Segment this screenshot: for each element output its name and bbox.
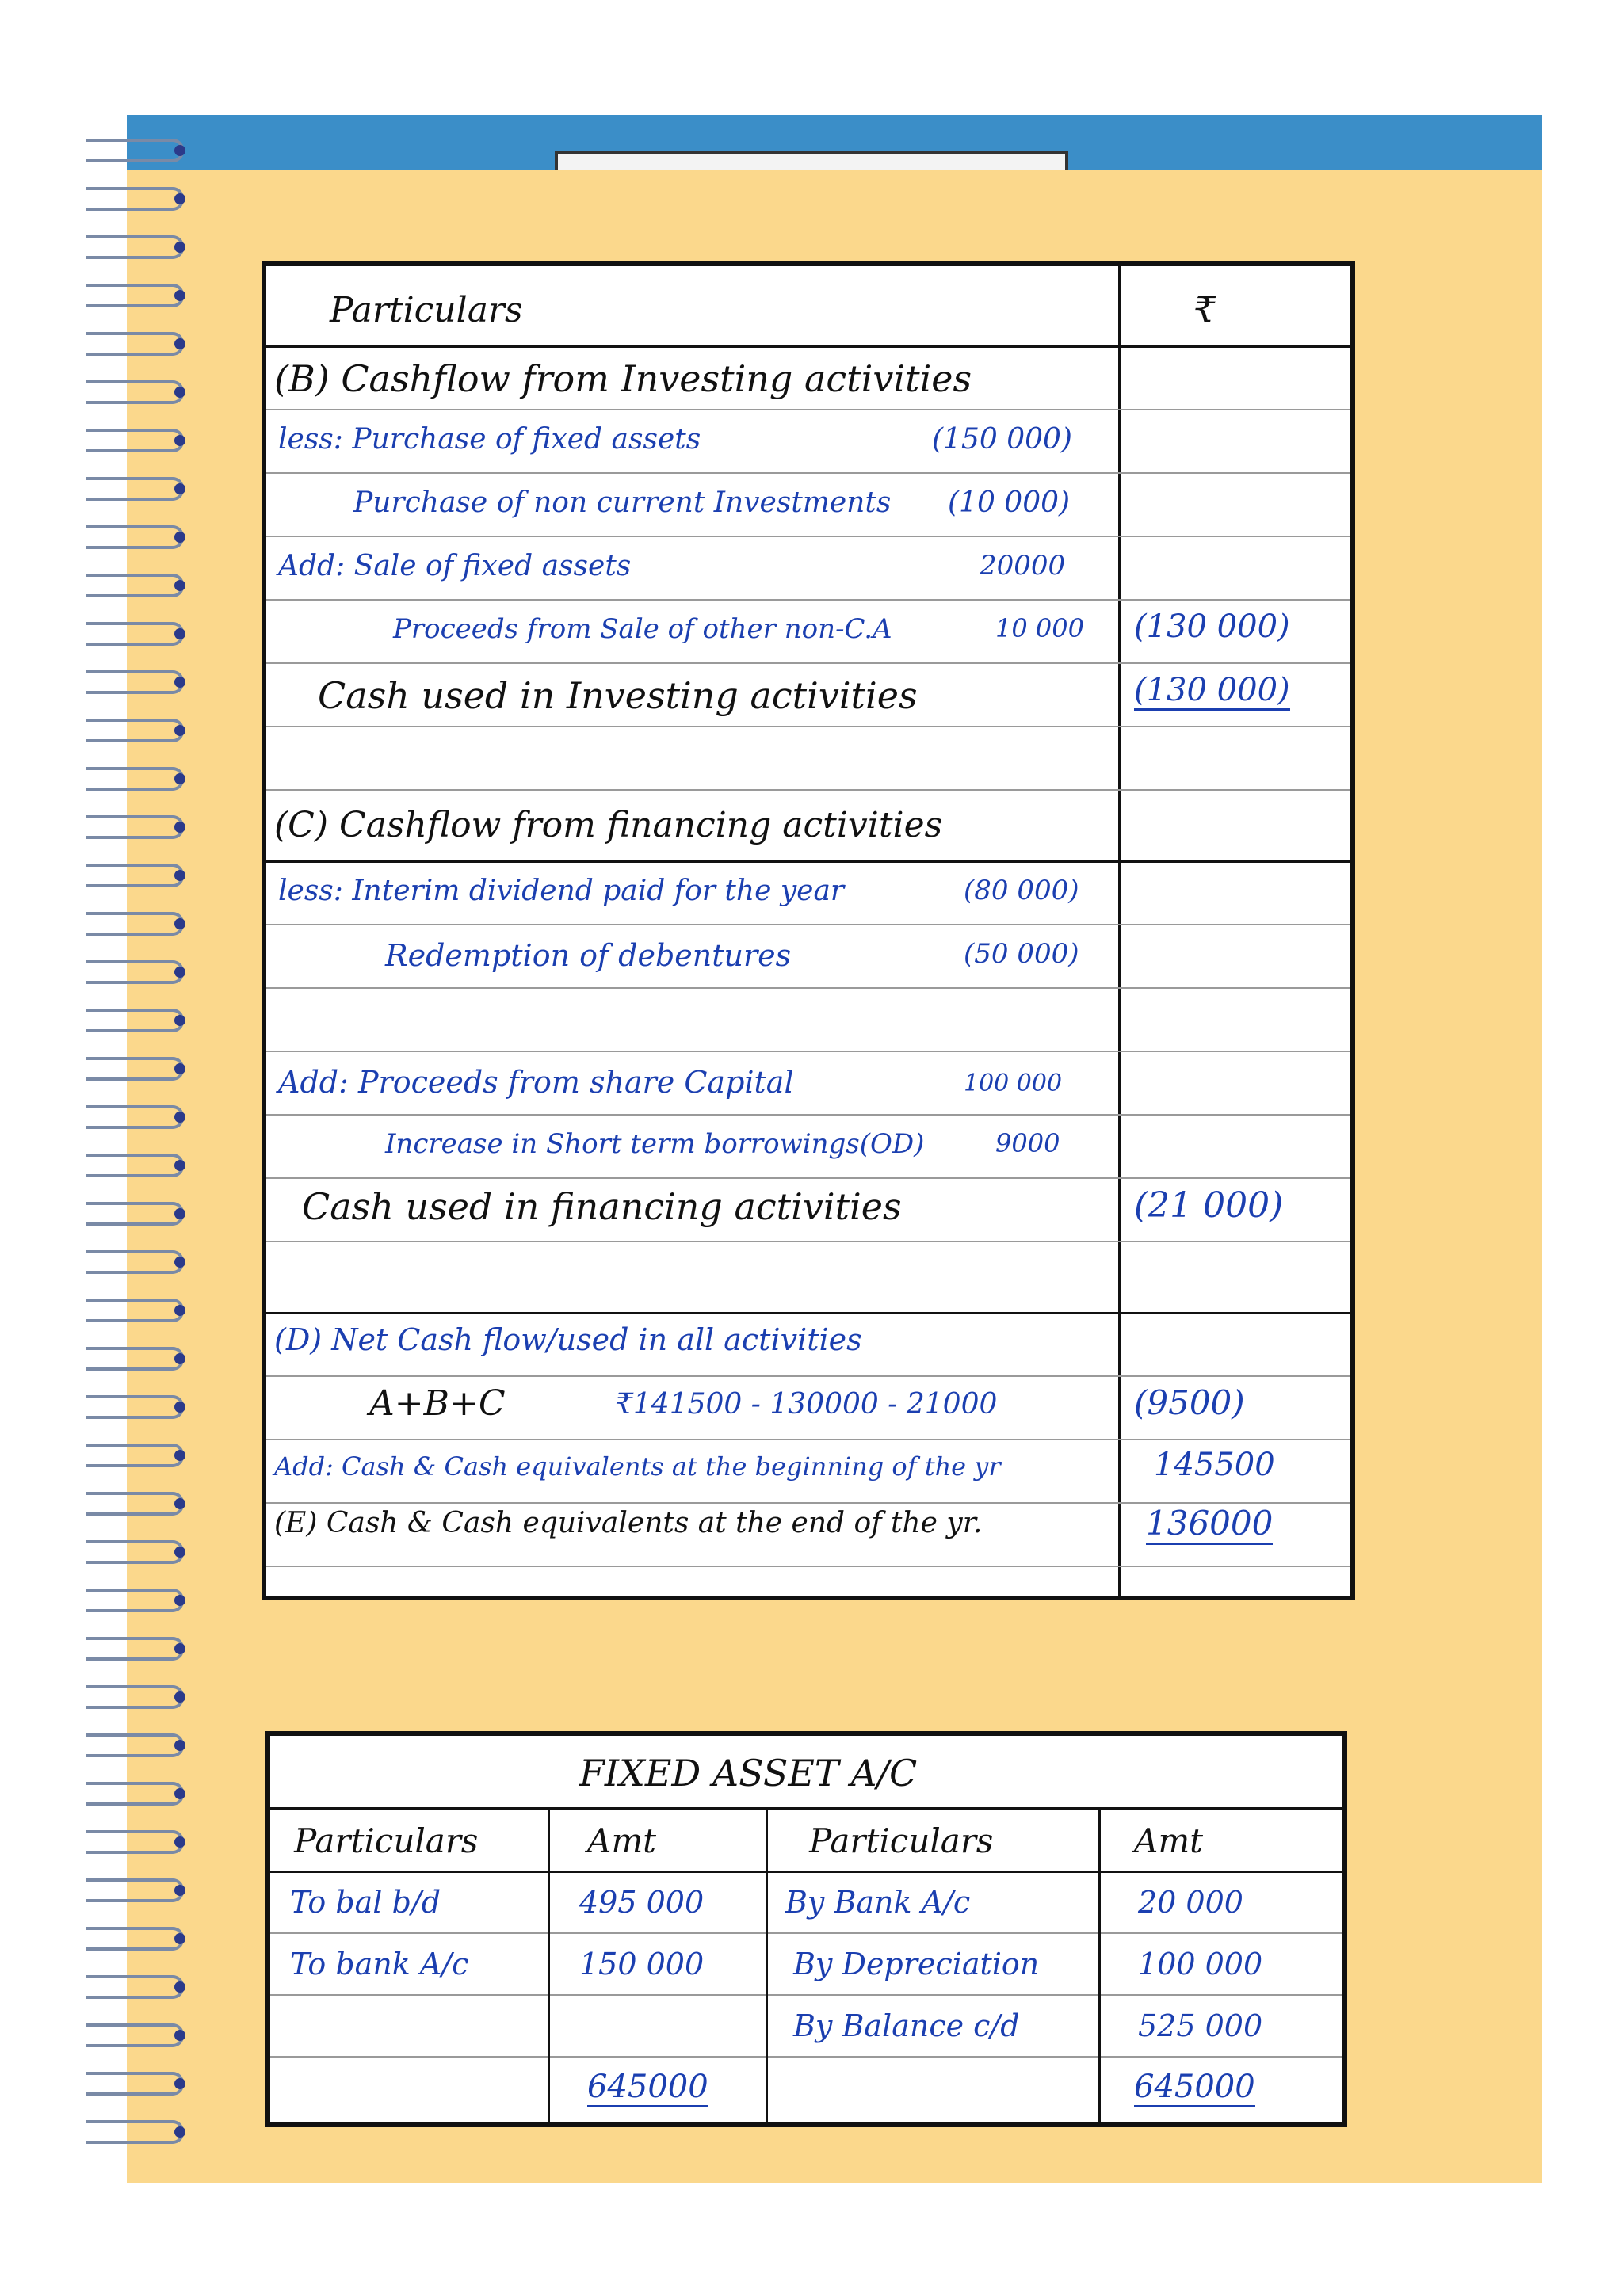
account-title: FIXED ASSET A/C: [579, 1752, 918, 1794]
section-c-result-total: (21 000): [1134, 1185, 1284, 1226]
section-b-result-total: (130 000): [1134, 672, 1290, 711]
section-b-line-2-amount: (10 000): [948, 486, 1071, 519]
section-b-line-2: Purchase of non current Investments: [353, 486, 892, 519]
spiral-ring: [86, 1250, 184, 1274]
spiral-ring: [86, 815, 184, 839]
spiral-ring: [86, 864, 184, 887]
spiral-ring: [86, 1154, 184, 1177]
section-c-line-3: Add: Proceeds from share Capital: [278, 1065, 794, 1100]
spiral-ring: [86, 380, 184, 404]
spiral-ring: [86, 1685, 184, 1709]
spiral-ring: [86, 1492, 184, 1516]
row-2-amount-cr: 100 000: [1138, 1947, 1263, 1981]
header-particulars-cr: Particulars: [809, 1821, 994, 1860]
section-e-label: (E) Cash & Cash equivalents at the end of the yr.: [274, 1507, 983, 1539]
row-1-particulars-cr: By Bank A/c: [785, 1885, 971, 1920]
section-b-title: (B) Cashflow from Investing activities: [274, 357, 972, 400]
header-particulars-dr: Particulars: [294, 1821, 479, 1860]
total-dr: 645000: [587, 2069, 708, 2107]
spiral-ring: [86, 719, 184, 742]
spiral-ring: [86, 2120, 184, 2144]
section-c-line-2-amount: (50 000): [964, 938, 1079, 970]
section-d-add-label: Add: Cash & Cash equivalents at the beginning of the yr: [274, 1451, 1001, 1482]
spiral-binding: [79, 115, 127, 2183]
spiral-ring: [86, 1927, 184, 1951]
total-cr: 645000: [1134, 2069, 1255, 2107]
spiral-ring: [86, 1057, 184, 1081]
spiral-ring: [86, 1637, 184, 1661]
row-2-particulars-cr: By Depreciation: [793, 1947, 1040, 1981]
spiral-ring: [86, 2072, 184, 2096]
section-b-subtotal: (130 000): [1134, 608, 1290, 645]
section-d-title: (D) Net Cash flow/used in all activities: [274, 1322, 862, 1357]
section-d-add-total: 145500: [1154, 1447, 1275, 1483]
spiral-ring: [86, 1830, 184, 1854]
spiral-ring: [86, 1444, 184, 1467]
header-amount-dr: Amt: [587, 1821, 657, 1860]
section-c-title: (C) Cashflow from financing activities: [274, 805, 943, 845]
spiral-ring: [86, 1395, 184, 1419]
row-1-amount-cr: 20 000: [1138, 1885, 1243, 1920]
section-e-total: 136000: [1146, 1504, 1273, 1545]
spiral-ring: [86, 670, 184, 694]
col-divider-2: [766, 1807, 768, 2122]
section-d-formula: A+B+C: [369, 1383, 506, 1424]
header-amount-symbol: ₹: [1193, 290, 1216, 330]
row-3-amount-cr: 525 000: [1138, 2008, 1263, 2043]
section-c-line-3-amount: 100 000: [964, 1070, 1063, 1097]
section-b-line-3: Add: Sale of fixed assets: [278, 550, 632, 582]
spiral-ring: [86, 1782, 184, 1806]
spiral-ring: [86, 2023, 184, 2047]
spiral-ring: [86, 912, 184, 936]
section-d-calc-total: (9500): [1134, 1383, 1245, 1422]
spiral-ring: [86, 235, 184, 259]
spiral-ring: [86, 1878, 184, 1902]
section-c-result-label: Cash used in financing activities: [302, 1185, 902, 1228]
row-2-amount-dr: 150 000: [579, 1947, 705, 1981]
section-b-line-4-amount: 10 000: [995, 613, 1084, 643]
row-3-particulars-cr: By Balance c/d: [793, 2008, 1020, 2043]
spiral-ring: [86, 1347, 184, 1371]
col-divider-1: [548, 1807, 550, 2122]
spiral-ring: [86, 477, 184, 501]
spiral-ring: [86, 1202, 184, 1226]
header-particulars: Particulars: [330, 290, 523, 330]
section-b-line-3-amount: 20000: [980, 550, 1066, 582]
fixed-asset-account: [265, 1731, 1347, 2127]
spiral-ring: [86, 767, 184, 791]
spiral-ring: [86, 1299, 184, 1322]
section-b-line-1: less: Purchase of fixed assets: [278, 423, 701, 456]
col-divider-3: [1098, 1807, 1101, 2122]
spiral-ring: [86, 574, 184, 597]
section-c-line-2: Redemption of debentures: [385, 938, 792, 973]
cash-flow-sheet: [262, 261, 1355, 1600]
header-amount-cr: Amt: [1134, 1821, 1204, 1860]
section-b-line-1-amount: (150 000): [932, 423, 1072, 456]
section-b-result-label: Cash used in Investing activities: [318, 674, 918, 717]
spiral-ring: [86, 187, 184, 211]
section-d-calc: ₹141500 - 130000 - 21000: [615, 1388, 998, 1421]
section-c-line-4-amount: 9000: [995, 1128, 1060, 1158]
spiral-ring: [86, 284, 184, 307]
spiral-ring: [86, 1105, 184, 1129]
spiral-ring: [86, 1589, 184, 1612]
spiral-ring: [86, 139, 184, 162]
spiral-ring: [86, 1009, 184, 1032]
section-c-line-1: less: Interim dividend paid for the year: [278, 875, 845, 907]
section-b-line-4: Proceeds from Sale of other non-C.A: [393, 613, 892, 645]
spiral-ring: [86, 332, 184, 356]
section-c-line-1-amount: (80 000): [964, 875, 1079, 906]
spiral-ring: [86, 1975, 184, 1999]
spiral-ring: [86, 1733, 184, 1757]
spiral-ring: [86, 1540, 184, 1564]
row-1-amount-dr: 495 000: [579, 1885, 705, 1920]
row-1-particulars-dr: To bal b/d: [290, 1885, 441, 1920]
spiral-ring: [86, 622, 184, 646]
section-c-line-4: Increase in Short term borrowings(OD): [385, 1128, 925, 1160]
spiral-ring: [86, 525, 184, 549]
row-2-particulars-dr: To bank A/c: [290, 1947, 469, 1981]
spiral-ring: [86, 429, 184, 452]
spiral-ring: [86, 960, 184, 984]
